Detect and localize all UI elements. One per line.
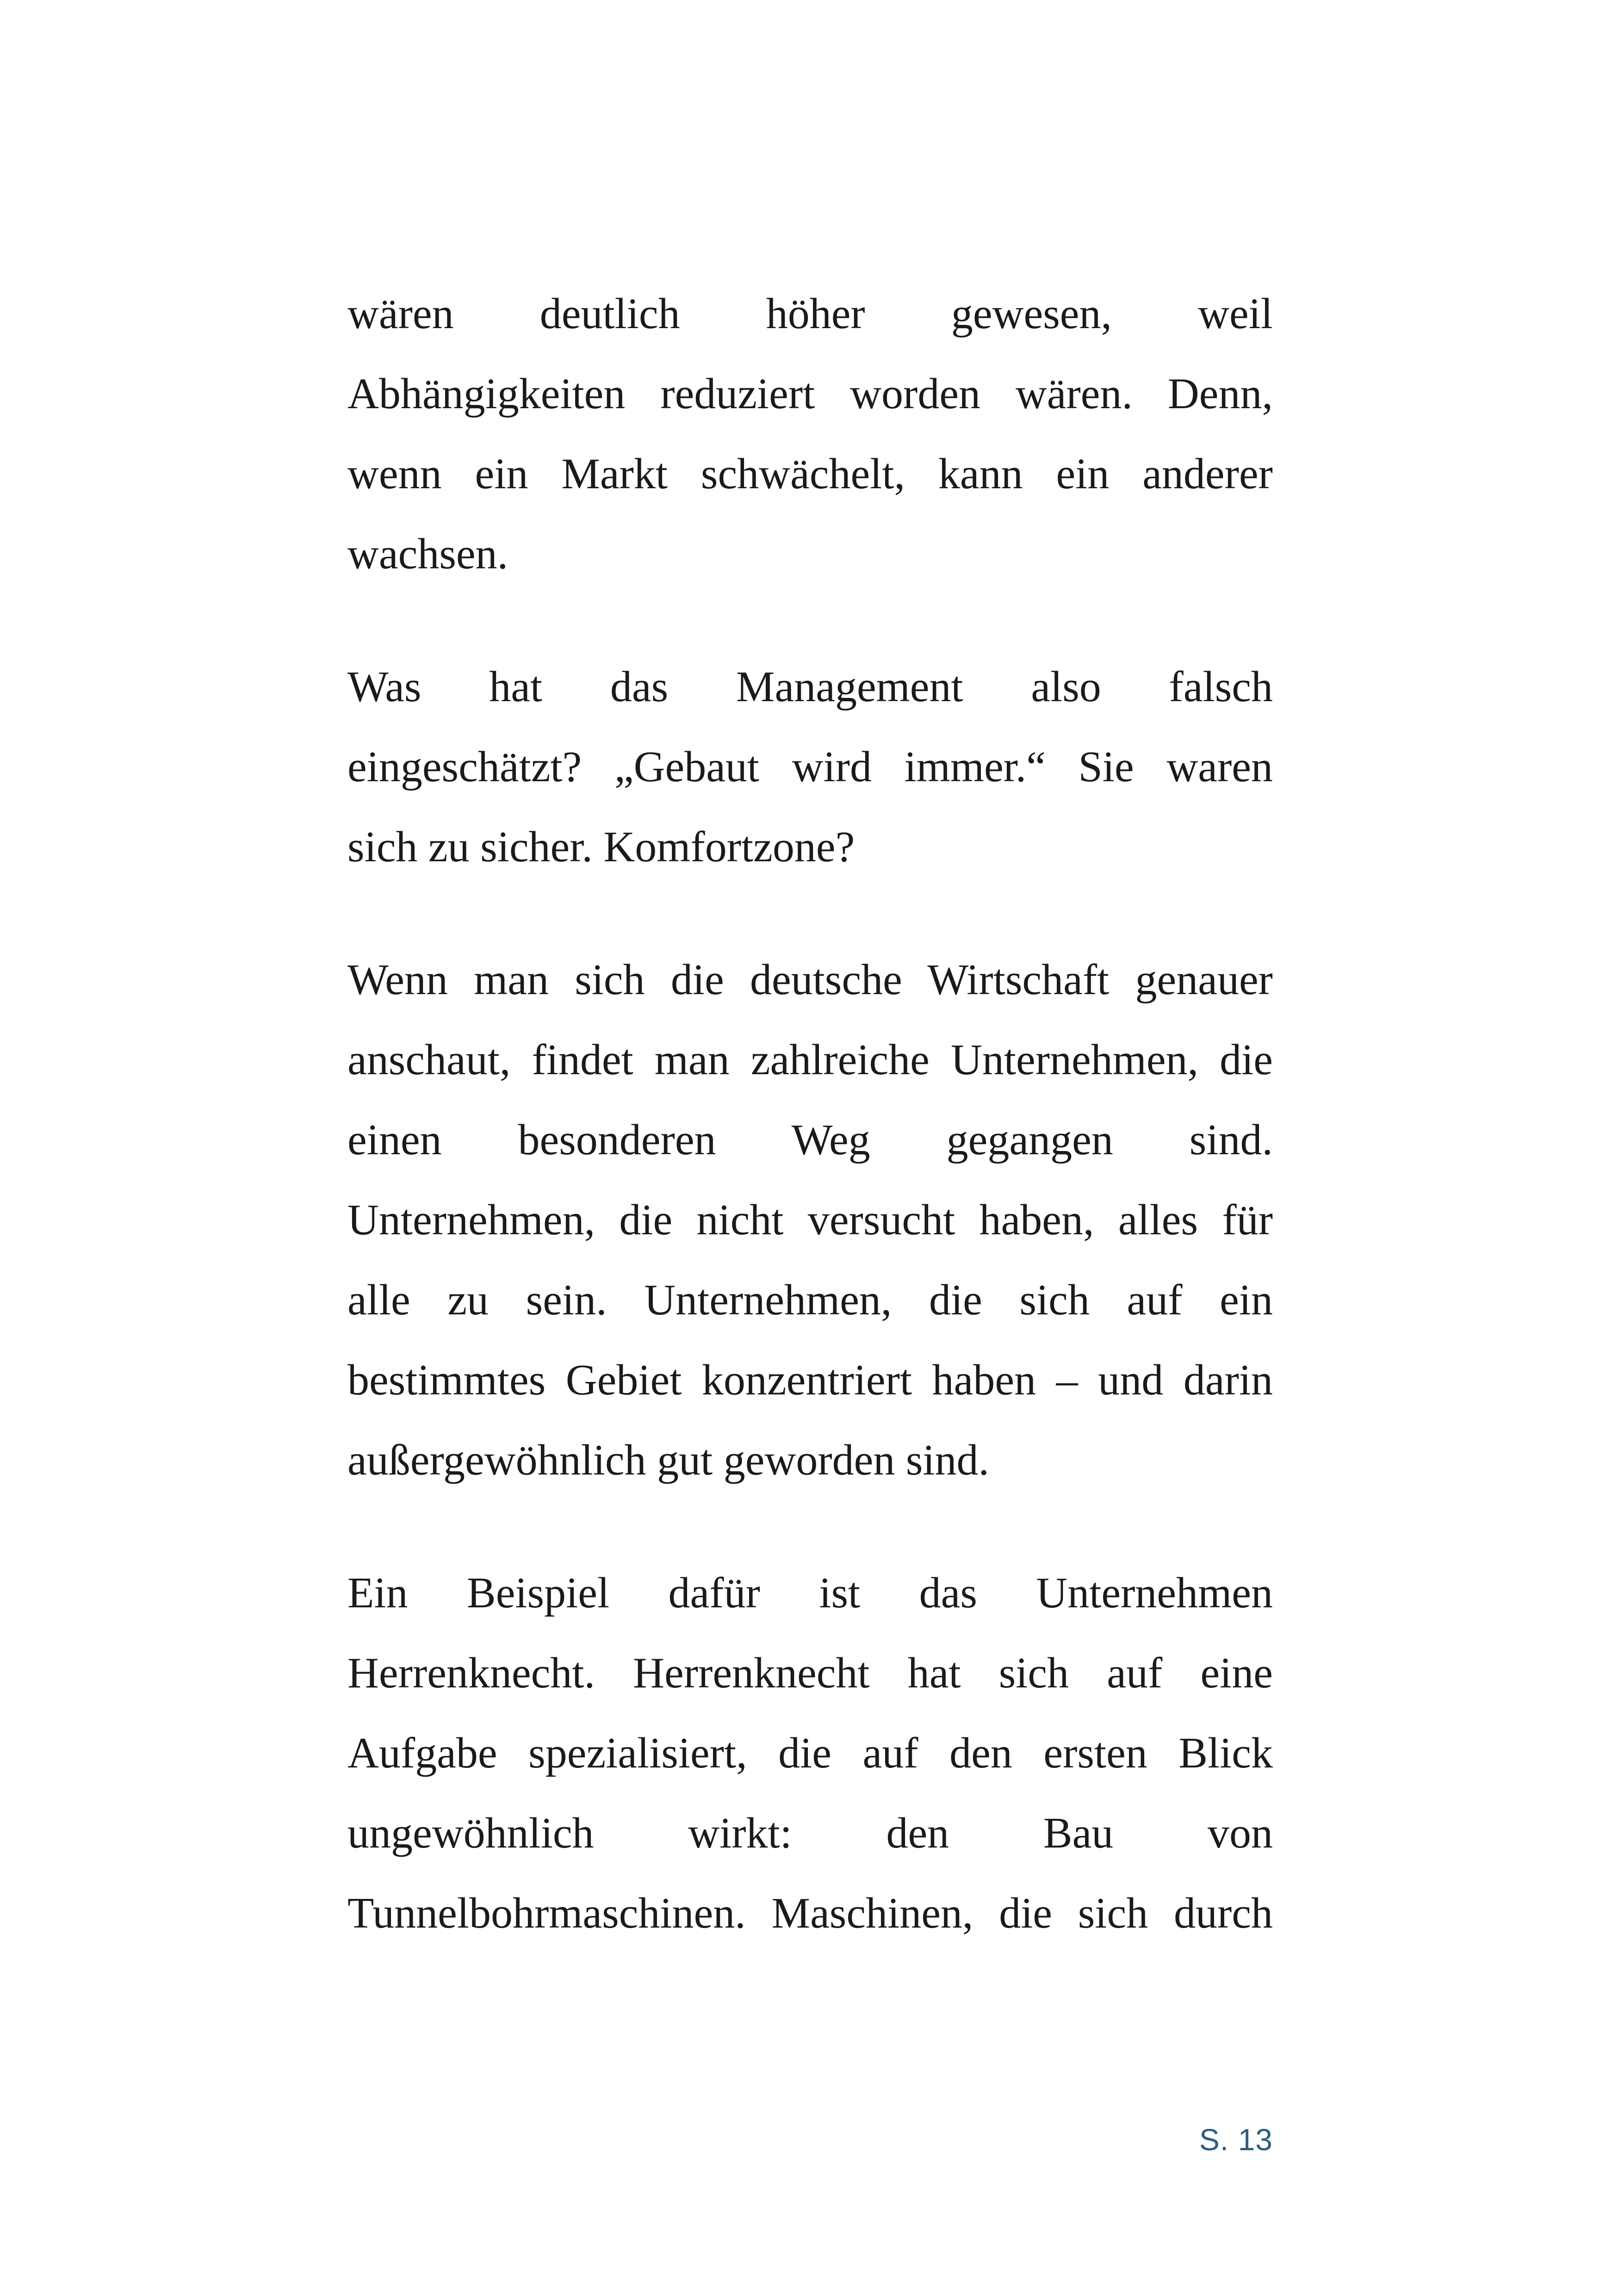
text-line: Herrenknecht. Herrenknecht hat sich auf eine <box>347 1649 1273 1697</box>
text-line: anschaut, findet man zahlreiche Unternehmen, die <box>347 1036 1273 1084</box>
text-line: wachsen. <box>347 530 508 578</box>
page-number: S. 13 <box>1199 2122 1273 2157</box>
text-line: wären deutlich höher gewesen, weil <box>347 290 1273 338</box>
text-line: Aufgabe spezialisiert, die auf den ersten Blick <box>347 1729 1273 1777</box>
text-line: Tunnelbohrmaschinen. Maschinen, die sich durch <box>347 1889 1273 1937</box>
text-line: Abhängigkeiten reduziert worden wären. Denn, <box>347 370 1273 418</box>
text-line: außergewöhnlich gut geworden sind. <box>347 1436 990 1484</box>
text-line: Wenn man sich die deutsche Wirtschaft genauer <box>347 956 1273 1004</box>
text-line: alle zu sein. Unternehmen, die sich auf ein <box>347 1276 1273 1324</box>
text-line: Unternehmen, die nicht versucht haben, alles für <box>347 1196 1273 1244</box>
text-line: einen besonderen Weg gegangen sind. <box>347 1116 1273 1164</box>
body-text <box>347 274 1273 2006</box>
text-line: Was hat das Management also falsch <box>347 663 1273 711</box>
text-line: Ein Beispiel dafür ist das Unternehmen <box>347 1569 1273 1617</box>
paragraph <box>347 274 1273 594</box>
paragraph <box>347 940 1273 1500</box>
text-line: sich zu sicher. Komfortzone? <box>347 823 855 871</box>
paragraph <box>347 1553 1273 1954</box>
text-line: bestimmtes Gebiet konzentriert haben – und darin <box>347 1356 1273 1404</box>
text-line: ungewöhnlich wirkt: den Bau von <box>347 1809 1273 1857</box>
text-line: eingeschätzt? „Gebaut wird immer.“ Sie waren <box>347 743 1273 791</box>
text-line: wenn ein Markt schwächelt, kann ein anderer <box>347 450 1273 498</box>
paragraph <box>347 647 1273 887</box>
